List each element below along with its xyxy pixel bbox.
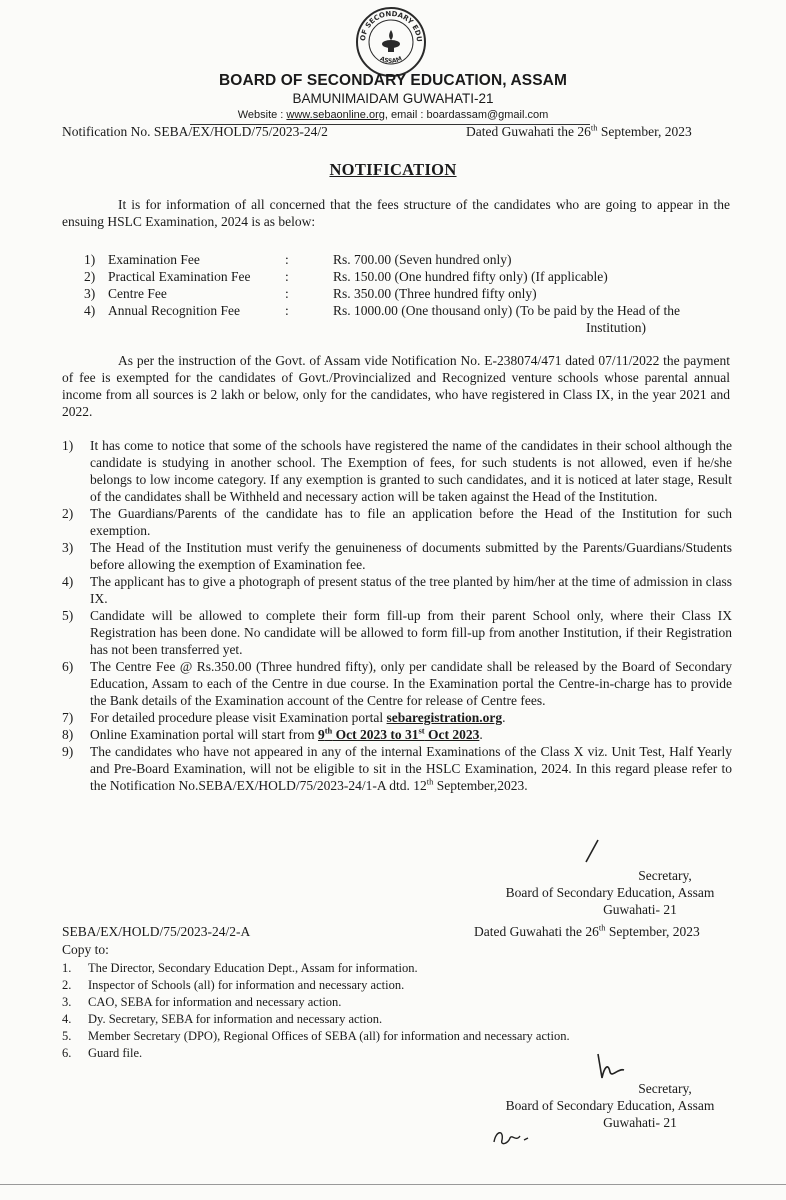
list-item: 9) The candidates who have not appeared in any of the internal Examinations of the Class X viz. Unit Test, Half Yearly and Pre-Board Examination, will not be eligible to sit in the HSLC Examination, 2024. In this regard please refer to the Notification No.SEBA/EX/HOLD/75/2023-24/1-A dtd. 12th September,2023.	[62, 744, 732, 793]
list-item: 8) Online Examination portal will start from 9th Oct 2023 to 31st Oct 2023.	[62, 725, 483, 742]
copy-list	[62, 960, 570, 1062]
portal-dates: 9th Oct 2023 to 31st Oct 2023	[317, 725, 480, 742]
notification-number: Notification No. SEBA/EX/HOLD/75/2023-24/2	[62, 124, 328, 139]
signature-block-2: Secretary, Board of Secondary Education, Assam Guwahati- 21	[505, 1081, 715, 1130]
dated-top: Dated Guwahati the 26th September, 2023	[466, 122, 692, 139]
list-item: 1) It has come to notice that some of the schools have registered the name of the candidates in their school although the candidate is studying in another school. The Exemption of fees, for such students is not allowed, even if he/she belongs to low income category. If any exemption is granted to such candidates, and it is noticed at later stage, Result of the candidates shall be Withheld and necessary action will be taken against the Head of the Institution.	[62, 438, 732, 504]
fee-row: 4) Annual Recognition Fee : Rs. 1000.00 (One thousand only) (To be paid by the Head of the	[84, 303, 680, 318]
board-title: BOARD OF SECONDARY EDUCATION, ASSAM	[219, 72, 567, 89]
conditions-list	[62, 437, 732, 794]
signature-block-1: Secretary, Board of Secondary Education, Assam Guwahati- 21	[505, 868, 715, 917]
list-item: 3. CAO, SEBA for information and necessary action.	[62, 995, 342, 1009]
list-item: 2. Inspector of Schools (all) for information and necessary action.	[62, 978, 405, 992]
bottom-divider	[0, 1184, 786, 1185]
svg-text:BOARD OF SECONDARY EDUCATION: OF SECONDARY EDU	[358, 9, 424, 43]
page-title: NOTIFICATION	[329, 160, 457, 179]
list-item: 4) The applicant has to give a photograph of present status of the tree planted by him/her at the time of admission in class IX.	[62, 574, 732, 606]
list-item: 6. Guard file.	[62, 1046, 143, 1060]
list-item: 6) The Centre Fee @ Rs.350.00 (Three hundred fifty), only per candidate shall be released by the Board of Secondary Education, Assam to each of the Centre in due course. In the Examination portal the Centre-in-charge has to provide the Bank details of the Examination account of the Centre for release of Centre fees.	[62, 659, 732, 708]
fee-row: 2) Practical Examination Fee : Rs. 150.00 (One hundred fifty only) (If applicable)	[84, 269, 608, 284]
exemption-paragraph: As per the instruction of the Govt. of Assam vide Notification No. E-238074/471 dated 07/11/2022 the payment of fee is exempted for the candidates of Govt./Provincialized and Recognized venture schools whose parental annual income from all sources is 2 lakh or below, only for the candidates, who have registered in Class IX, in the year 2021 and 2022.	[62, 353, 730, 419]
list-item: 5. Member Secretary (DPO), Regional Offices of SEBA (all) for information and necessary action.	[62, 1029, 570, 1043]
email-link[interactable]: boardassam@gmail.com	[426, 109, 549, 121]
fee-row-continuation: Institution)	[586, 320, 646, 335]
signature-mark-1	[578, 836, 608, 871]
portal-link[interactable]: sebaregistration.org	[386, 710, 503, 725]
fee-row: 3) Centre Fee : Rs. 350.00 (Three hundred fifty only)	[84, 286, 537, 301]
list-item: 7) For detailed procedure please visit Examination portal sebaregistration.org.	[62, 710, 506, 725]
list-item: 5) Candidate will be allowed to complete their form fill-up from their parent School only, where their Class IX Registration has been done. No candidate will be allowed to form fill-up from another Institution, if their Registration has not been transferred yet.	[62, 608, 732, 657]
list-item: 2) The Guardians/Parents of the candidate has to file an application before the Head of the Institution for such exemption.	[62, 506, 732, 538]
board-address: BAMUNIMAIDAM GUWAHATI-21	[292, 91, 494, 106]
copy-reference: SEBA/EX/HOLD/75/2023-24/2-A	[62, 924, 251, 939]
intro-paragraph: It is for information of all concerned that the fees structure of the candidates who are going to appear in the ensuing HSLC Examination, 2024 is as below:	[62, 197, 730, 229]
list-item: 3) The Head of the Institution must verify the genuineness of documents submitted by the Parents/Guardians/Students before allowing the exemption of Examination fee.	[62, 540, 732, 572]
seba-seal-logo	[355, 6, 427, 78]
list-item: 4. Dy. Secretary, SEBA for information and necessary action.	[62, 1012, 383, 1026]
board-contact: Website : www.sebaonline.org, email : boardassam@gmail.com	[237, 109, 549, 121]
list-item: 1. The Director, Secondary Education Dept., Assam for information.	[62, 961, 418, 975]
svg-text:ASSAM: ASSAM	[378, 55, 404, 65]
copy-to-label: Copy to:	[62, 942, 109, 957]
dated-bottom: Dated Guwahati the 26th September, 2023	[474, 922, 700, 939]
initials-mark	[490, 1124, 534, 1157]
fee-row: 1) Examination Fee : Rs. 700.00 (Seven hundred only)	[84, 252, 512, 267]
fee-table	[84, 251, 744, 336]
website-link[interactable]: www.sebaonline.org	[286, 109, 385, 121]
